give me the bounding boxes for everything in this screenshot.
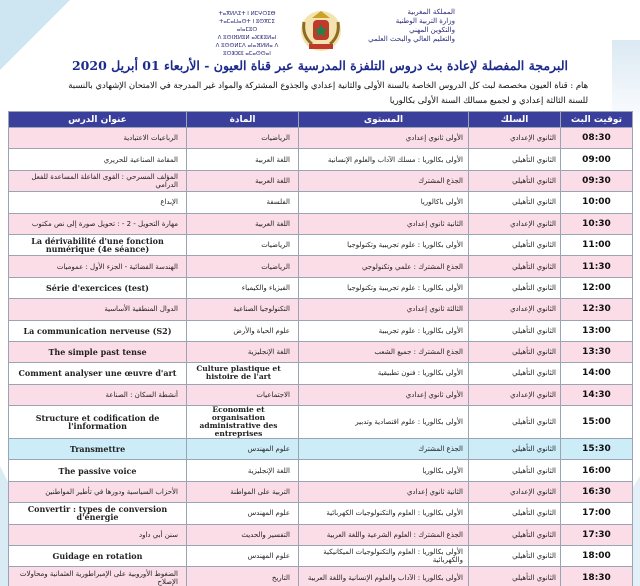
lesson-cell: Comment analyser une œuvre d'art xyxy=(9,363,187,384)
cycle-cell: الثانوي الإعدادي xyxy=(469,384,561,405)
table-row xyxy=(9,341,633,362)
table-row xyxy=(9,546,633,567)
level-cell: الثالثة ثانوي إعدادي xyxy=(299,299,469,320)
lesson-cell: الضغوط الأوروبية على الإمبراطورية العثمانية ومحاولات الإصلاح xyxy=(9,567,187,586)
time-cell: 09:00 xyxy=(561,149,633,170)
time-cell: 10:00 xyxy=(561,192,633,213)
time-cell: 16:00 xyxy=(561,460,633,481)
table-row xyxy=(9,128,633,149)
table-row xyxy=(9,277,633,298)
ministry-line: والتعليم العالي والبحث العلمي xyxy=(368,35,455,43)
time-cell: 13:00 xyxy=(561,320,633,341)
lesson-cell: Guidage en rotation xyxy=(9,546,187,567)
subject-cell: التربية على المواطنة xyxy=(187,481,299,502)
subject-cell: اللغة العربية xyxy=(187,149,299,170)
table-row xyxy=(9,481,633,502)
level-cell: الأولى بكالوريا : الآداب والعلوم الإنسانية واللغة العربية xyxy=(299,567,469,586)
ministry-name-tifinagh xyxy=(212,10,282,58)
cycle-cell: الثانوي التأهيلي xyxy=(469,524,561,545)
cycle-cell: الثانوي التأهيلي xyxy=(469,234,561,255)
subject-cell: علوم الحياة والأرض xyxy=(187,320,299,341)
table-row xyxy=(9,524,633,545)
level-cell: الأولى بكالوريا : فنون تطبيقية xyxy=(299,363,469,384)
lesson-cell: La dérivabilité d'une fonction numérique (4e séance) xyxy=(9,234,187,255)
cycle-cell: الثانوي التأهيلي xyxy=(469,439,561,460)
subject-cell: الرياضيات xyxy=(187,128,299,149)
lesson-cell: المؤلف المسرحي : القوى الفاعلة المساعدة للفعل الدرامي xyxy=(9,170,187,191)
tifinagh-line: ⴷ ⵓⵙⵏⴼⵍⵓⵍ ⴰⵣⵣⵓⵍⴰⵏ xyxy=(217,35,277,41)
subject-cell: الفيزياء والكيمياء xyxy=(187,277,299,298)
time-cell: 12:00 xyxy=(561,277,633,298)
level-cell: الأولى ثانوي إعدادي xyxy=(299,384,469,405)
lesson-cell: أنشطة السكان : الصناعة xyxy=(9,384,187,405)
cycle-cell: الثانوي الإعدادي xyxy=(469,481,561,502)
time-cell: 14:30 xyxy=(561,384,633,405)
table-row xyxy=(9,320,633,341)
cycle-cell: الثانوي التأهيلي xyxy=(469,341,561,362)
level-cell: الأولى بكالوريا : علوم تجريبية وتكنولوجيا xyxy=(299,234,469,255)
level-cell: الأولى بكالوريا : العلوم والتكنولوجيات الكهربائية xyxy=(299,503,469,524)
time-cell: 13:30 xyxy=(561,341,633,362)
cycle-cell: الثانوي التأهيلي xyxy=(469,149,561,170)
lesson-cell: The passive voice xyxy=(9,460,187,481)
table-row xyxy=(9,299,633,320)
subject-cell: اللغة الإنجليزية xyxy=(187,341,299,362)
time-cell: 12:30 xyxy=(561,299,633,320)
document-header xyxy=(0,6,640,58)
level-cell: الأولى بكالوريا : علوم اقتصادية وتدبير xyxy=(299,406,469,439)
level-cell: الأولى بكالوريا : علوم تجريبية xyxy=(299,320,469,341)
subject-cell: التكنولوجيا الصناعية xyxy=(187,299,299,320)
cycle-cell: الثانوي الإعدادي xyxy=(469,128,561,149)
level-cell: الأولى بكالوريا : العلوم والتكنولوجيات الميكانيكية والكهربائية xyxy=(299,546,469,567)
time-cell: 15:00 xyxy=(561,406,633,439)
level-cell: الجذع المشترك xyxy=(299,439,469,460)
important-note: هام : قناة العيون مخصصة لبث كل الدروس الخاصة بالسنة الأولى والثانية إعدادي والجذوع المشتركة والمواد غير المدرجة في الامتحان الإشهادي بالنسبة للسنة الثالثة إعدادي و لجميع مسالك السنة الأولى بكالوريا xyxy=(68,80,588,105)
table-row xyxy=(9,149,633,170)
time-cell: 11:00 xyxy=(561,234,633,255)
cycle-cell: الثانوي التأهيلي xyxy=(469,192,561,213)
header-cycle: السلك xyxy=(469,112,561,128)
lesson-cell: سنن أبي داود xyxy=(9,524,187,545)
table-row xyxy=(9,192,633,213)
time-cell: 10:30 xyxy=(561,213,633,234)
lesson-cell: المقامة الصناعية للحريري xyxy=(9,149,187,170)
subject-cell: علوم المهندس xyxy=(187,503,299,524)
lesson-cell: Transmettre xyxy=(9,439,187,460)
subject-cell: اللغة العربية xyxy=(187,170,299,191)
level-cell: الأولى بكالوريا : مسلك الآداب والعلوم الإنسانية xyxy=(299,149,469,170)
table-row xyxy=(9,384,633,405)
table-row xyxy=(9,234,633,255)
lesson-cell: Structure et codification de l'information xyxy=(9,406,187,439)
time-cell: 09:30 xyxy=(561,170,633,191)
cycle-cell: الثانوي التأهيلي xyxy=(469,320,561,341)
subject-cell: التاريخ xyxy=(187,567,299,586)
lesson-cell: الإبداع xyxy=(9,192,187,213)
subject-cell: الرياضيات xyxy=(187,256,299,277)
subject-cell: Economie et organisation administrative des entreprises xyxy=(187,406,299,439)
tifinagh-line: ⴷ ⵓⵙⵙⵍⵎⴷ ⴰⵏⴰⴼⵍⵍⴰ ⴷ ⵓⵔⵣⵣⵓ ⴰⵎⴰⵙⵙⴰⵏ xyxy=(215,43,279,57)
tifinagh-line: ⵜⴰⵎⴰⵡⴰⵙⵜ ⵏ ⵓⵙⴳⵎⵉ ⴰⵏⴰⵎⵓⵔ xyxy=(219,19,275,33)
time-cell: 18:30 xyxy=(561,567,633,586)
level-cell: الجذع المشترك xyxy=(299,170,469,191)
time-cell: 11:30 xyxy=(561,256,633,277)
level-cell: الأولى ثانوي إعدادي xyxy=(299,128,469,149)
time-cell: 18:00 xyxy=(561,546,633,567)
subject-cell: التفسير والحديث xyxy=(187,524,299,545)
lesson-cell: Convertir : types de conversion d'énergie xyxy=(9,503,187,524)
table-row xyxy=(9,363,633,384)
subject-cell: اللغة الإنجليزية xyxy=(187,460,299,481)
table-row xyxy=(9,567,633,586)
table-row xyxy=(9,170,633,191)
level-cell: الأولى بكالوريا xyxy=(299,460,469,481)
ministry-line: وزارة التربية الوطنية xyxy=(395,17,455,25)
lesson-cell: الأحزاب السياسية ودورها في تأطير المواطنين xyxy=(9,481,187,502)
level-cell: الأولى باكالوريا xyxy=(299,192,469,213)
level-cell: الجذع المشترك : العلوم الشرعية واللغة العربية xyxy=(299,524,469,545)
subject-cell: الفلسفة xyxy=(187,192,299,213)
time-cell: 08:30 xyxy=(561,128,633,149)
level-cell: الثانية ثانوي إعدادي xyxy=(299,213,469,234)
level-cell: الجذع المشترك : جميع الشعب xyxy=(299,341,469,362)
page-title: البرمجة المفصلة لإعادة بث دروس التلفزة المدرسية عبر قناة العيون - الأربعاء 01 أبريل 2020 xyxy=(71,58,568,73)
cycle-cell: الثانوي التأهيلي xyxy=(469,170,561,191)
cycle-cell: الثانوي التأهيلي xyxy=(469,503,561,524)
lesson-cell: La communication nerveuse (S2) xyxy=(9,320,187,341)
level-cell: الأولى بكالوريا : علوم تجريبية وتكنولوجيا xyxy=(299,277,469,298)
schedule-table xyxy=(8,111,633,586)
lesson-cell: The simple past tense xyxy=(9,341,187,362)
level-cell: الثانية ثانوي إعدادي xyxy=(299,481,469,502)
subject-cell: علوم المهندس xyxy=(187,439,299,460)
time-cell: 17:30 xyxy=(561,524,633,545)
table-row xyxy=(9,406,633,439)
table-row xyxy=(9,213,633,234)
table-header-row xyxy=(9,112,633,128)
header-level: المستوى xyxy=(299,112,469,128)
table-row xyxy=(9,256,633,277)
cycle-cell: الثانوي التأهيلي xyxy=(469,460,561,481)
subject-cell: Culture plastique et histoire de l'art xyxy=(187,363,299,384)
ministry-name-arabic xyxy=(335,8,455,44)
time-cell: 16:30 xyxy=(561,481,633,502)
header-time: توقيت البث xyxy=(561,112,633,128)
cycle-cell: الثانوي التأهيلي xyxy=(469,546,561,567)
table-row xyxy=(9,460,633,481)
cycle-cell: الثانوي الإعدادي xyxy=(469,213,561,234)
lesson-cell: مهارة التحويل - 2 - : تحويل صورة إلى نص مكتوب xyxy=(9,213,187,234)
header-lesson: عنوان الدرس xyxy=(9,112,187,128)
cycle-cell: الثانوي التأهيلي xyxy=(469,567,561,586)
cycle-cell: الثانوي التأهيلي xyxy=(469,406,561,439)
cycle-cell: الثانوي التأهيلي xyxy=(469,363,561,384)
level-cell: الجذع المشترك : علمي وتكنولوجي xyxy=(299,256,469,277)
cycle-cell: الثانوي التأهيلي xyxy=(469,277,561,298)
lesson-cell: الدوال المنطقية الأساسية xyxy=(9,299,187,320)
subject-cell: الاجتماعيات xyxy=(187,384,299,405)
time-cell: 15:30 xyxy=(561,439,633,460)
table-row xyxy=(9,439,633,460)
cycle-cell: الثانوي الإعدادي xyxy=(469,299,561,320)
subject-cell: اللغة العربية xyxy=(187,213,299,234)
tifinagh-line: ⵜⴰⴳⵍⴷⵉⵜ ⵏ ⵍⵎⵖⵔⵉⴱ xyxy=(218,11,276,17)
time-cell: 17:00 xyxy=(561,503,633,524)
time-cell: 14:00 xyxy=(561,363,633,384)
header-subject: المادة xyxy=(187,112,299,128)
lesson-cell: الهندسة الفضائية - الجزء الأول : عموميات xyxy=(9,256,187,277)
table-row xyxy=(9,503,633,524)
subject-cell: الرياضيات xyxy=(187,234,299,255)
subject-cell: علوم المهندس xyxy=(187,546,299,567)
ministry-line: المملكة المغربية xyxy=(407,8,455,16)
ministry-line: والتكوين المهني xyxy=(409,26,455,34)
lesson-cell: الرباعيات الاعتيادية xyxy=(9,128,187,149)
lesson-cell: Série d'exercices (test) xyxy=(9,277,187,298)
cycle-cell: الثانوي التأهيلي xyxy=(469,256,561,277)
